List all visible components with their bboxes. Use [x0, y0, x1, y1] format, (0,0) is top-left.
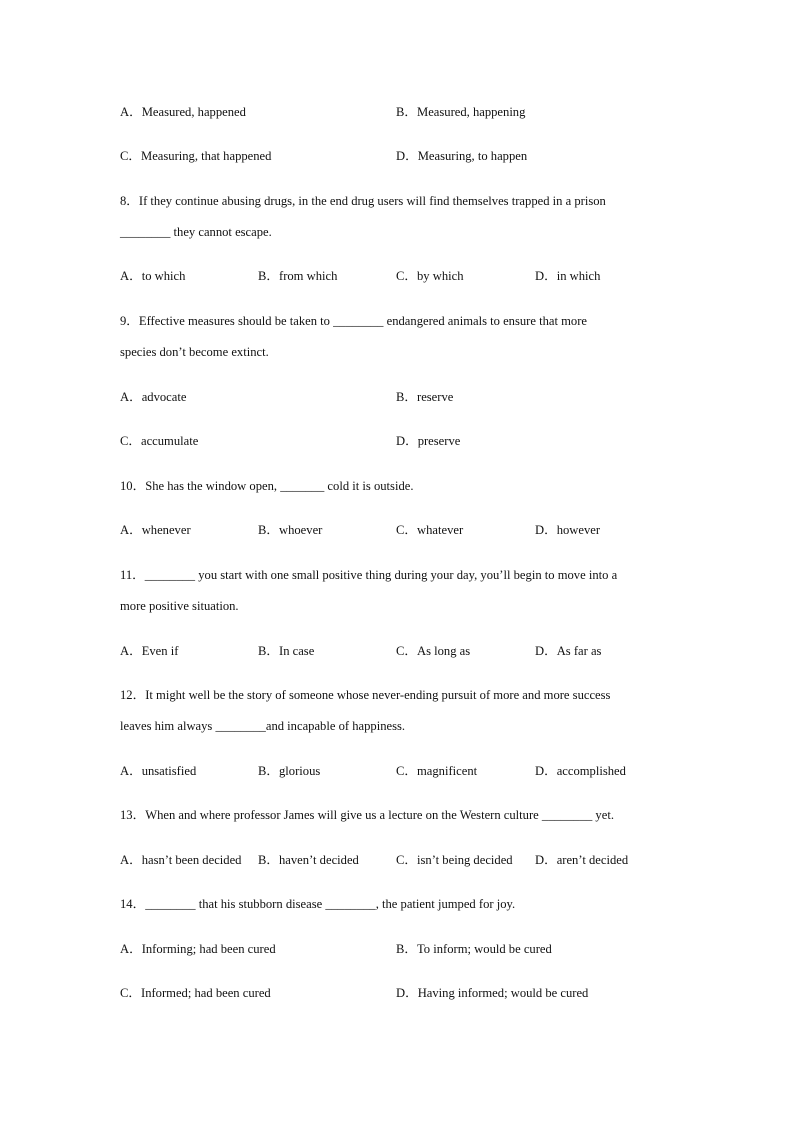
q10-stem-line1: 10．She has the window open, _______ cold it is outside.	[120, 479, 414, 493]
q9-stem-line2: species don’t become extinct.	[120, 345, 269, 359]
q12-stem-line1: 12．It might well be the story of someone whose never-ending pursuit of more and more success	[120, 688, 611, 702]
q14-option-b[interactable]: B．To inform; would be cured	[396, 942, 552, 956]
q13-option-b[interactable]: B．haven’t decided	[258, 853, 359, 867]
q12-option-a[interactable]: A．unsatisfied	[120, 764, 197, 778]
q9-stem-line1: 9．Effective measures should be taken to ________ endangered animals to ensure that more	[120, 314, 587, 328]
q11-stem-line2: more positive situation.	[120, 599, 239, 613]
q8-option-b[interactable]: B．from which	[258, 269, 338, 283]
q10-option-d[interactable]: D．however	[535, 523, 601, 537]
q7-option-c[interactable]: C．Measuring, that happened	[120, 149, 272, 163]
q11-stem-line1: 11．________ you start with one small positive thing during your day, you’ll begin to move into a	[120, 568, 618, 582]
q7-option-b[interactable]: B．Measured, happening	[396, 105, 526, 119]
q9-option-a[interactable]: A．advocate	[120, 390, 187, 404]
q8-stem-line2: ________ they cannot escape.	[120, 225, 272, 239]
q14-option-d[interactable]: D．Having informed; would be cured	[396, 986, 589, 1000]
q7-option-a[interactable]: A．Measured, happened	[120, 105, 246, 119]
q11-option-b[interactable]: B．In case	[258, 644, 315, 658]
q13-option-a[interactable]: A．hasn’t been decided	[120, 853, 242, 867]
q8-stem-line1: 8．If they continue abusing drugs, in the end drug users will find themselves trapped in a prison	[120, 194, 606, 208]
q12-option-b[interactable]: B．glorious	[258, 764, 321, 778]
q12-stem-line2: leaves him always ________and incapable of happiness.	[120, 719, 406, 733]
q7-option-d[interactable]: D．Measuring, to happen	[396, 149, 528, 163]
q11-option-a[interactable]: A．Even if	[120, 644, 179, 658]
q9-option-b[interactable]: B．reserve	[396, 390, 454, 404]
q10-option-c[interactable]: C．whatever	[396, 523, 464, 537]
q11-option-c[interactable]: C．As long as	[396, 644, 471, 658]
q11-option-d[interactable]: D．As far as	[535, 644, 602, 658]
q8-option-a[interactable]: A．to which	[120, 269, 186, 283]
q8-option-d[interactable]: D．in which	[535, 269, 601, 283]
q9-option-c[interactable]: C．accumulate	[120, 434, 199, 448]
q10-option-b[interactable]: B．whoever	[258, 523, 323, 537]
q14-stem-line1: 14．________ that his stubborn disease ________, the patient jumped for joy.	[120, 897, 516, 911]
q8-option-c[interactable]: C．by which	[396, 269, 464, 283]
q12-option-c[interactable]: C．magnificent	[396, 764, 478, 778]
q13-stem-line1: 13．When and where professor James will give us a lecture on the Western culture ________ yet.	[120, 808, 614, 822]
q9-option-d[interactable]: D．preserve	[396, 434, 461, 448]
q10-option-a[interactable]: A．whenever	[120, 523, 191, 537]
q13-option-d[interactable]: D．aren’t decided	[535, 853, 629, 867]
q13-option-c[interactable]: C．isn’t being decided	[396, 853, 513, 867]
q14-option-c[interactable]: C．Informed; had been cured	[120, 986, 271, 1000]
q14-option-a[interactable]: A．Informing; had been cured	[120, 942, 276, 956]
q12-option-d[interactable]: D．accomplished	[535, 764, 626, 778]
